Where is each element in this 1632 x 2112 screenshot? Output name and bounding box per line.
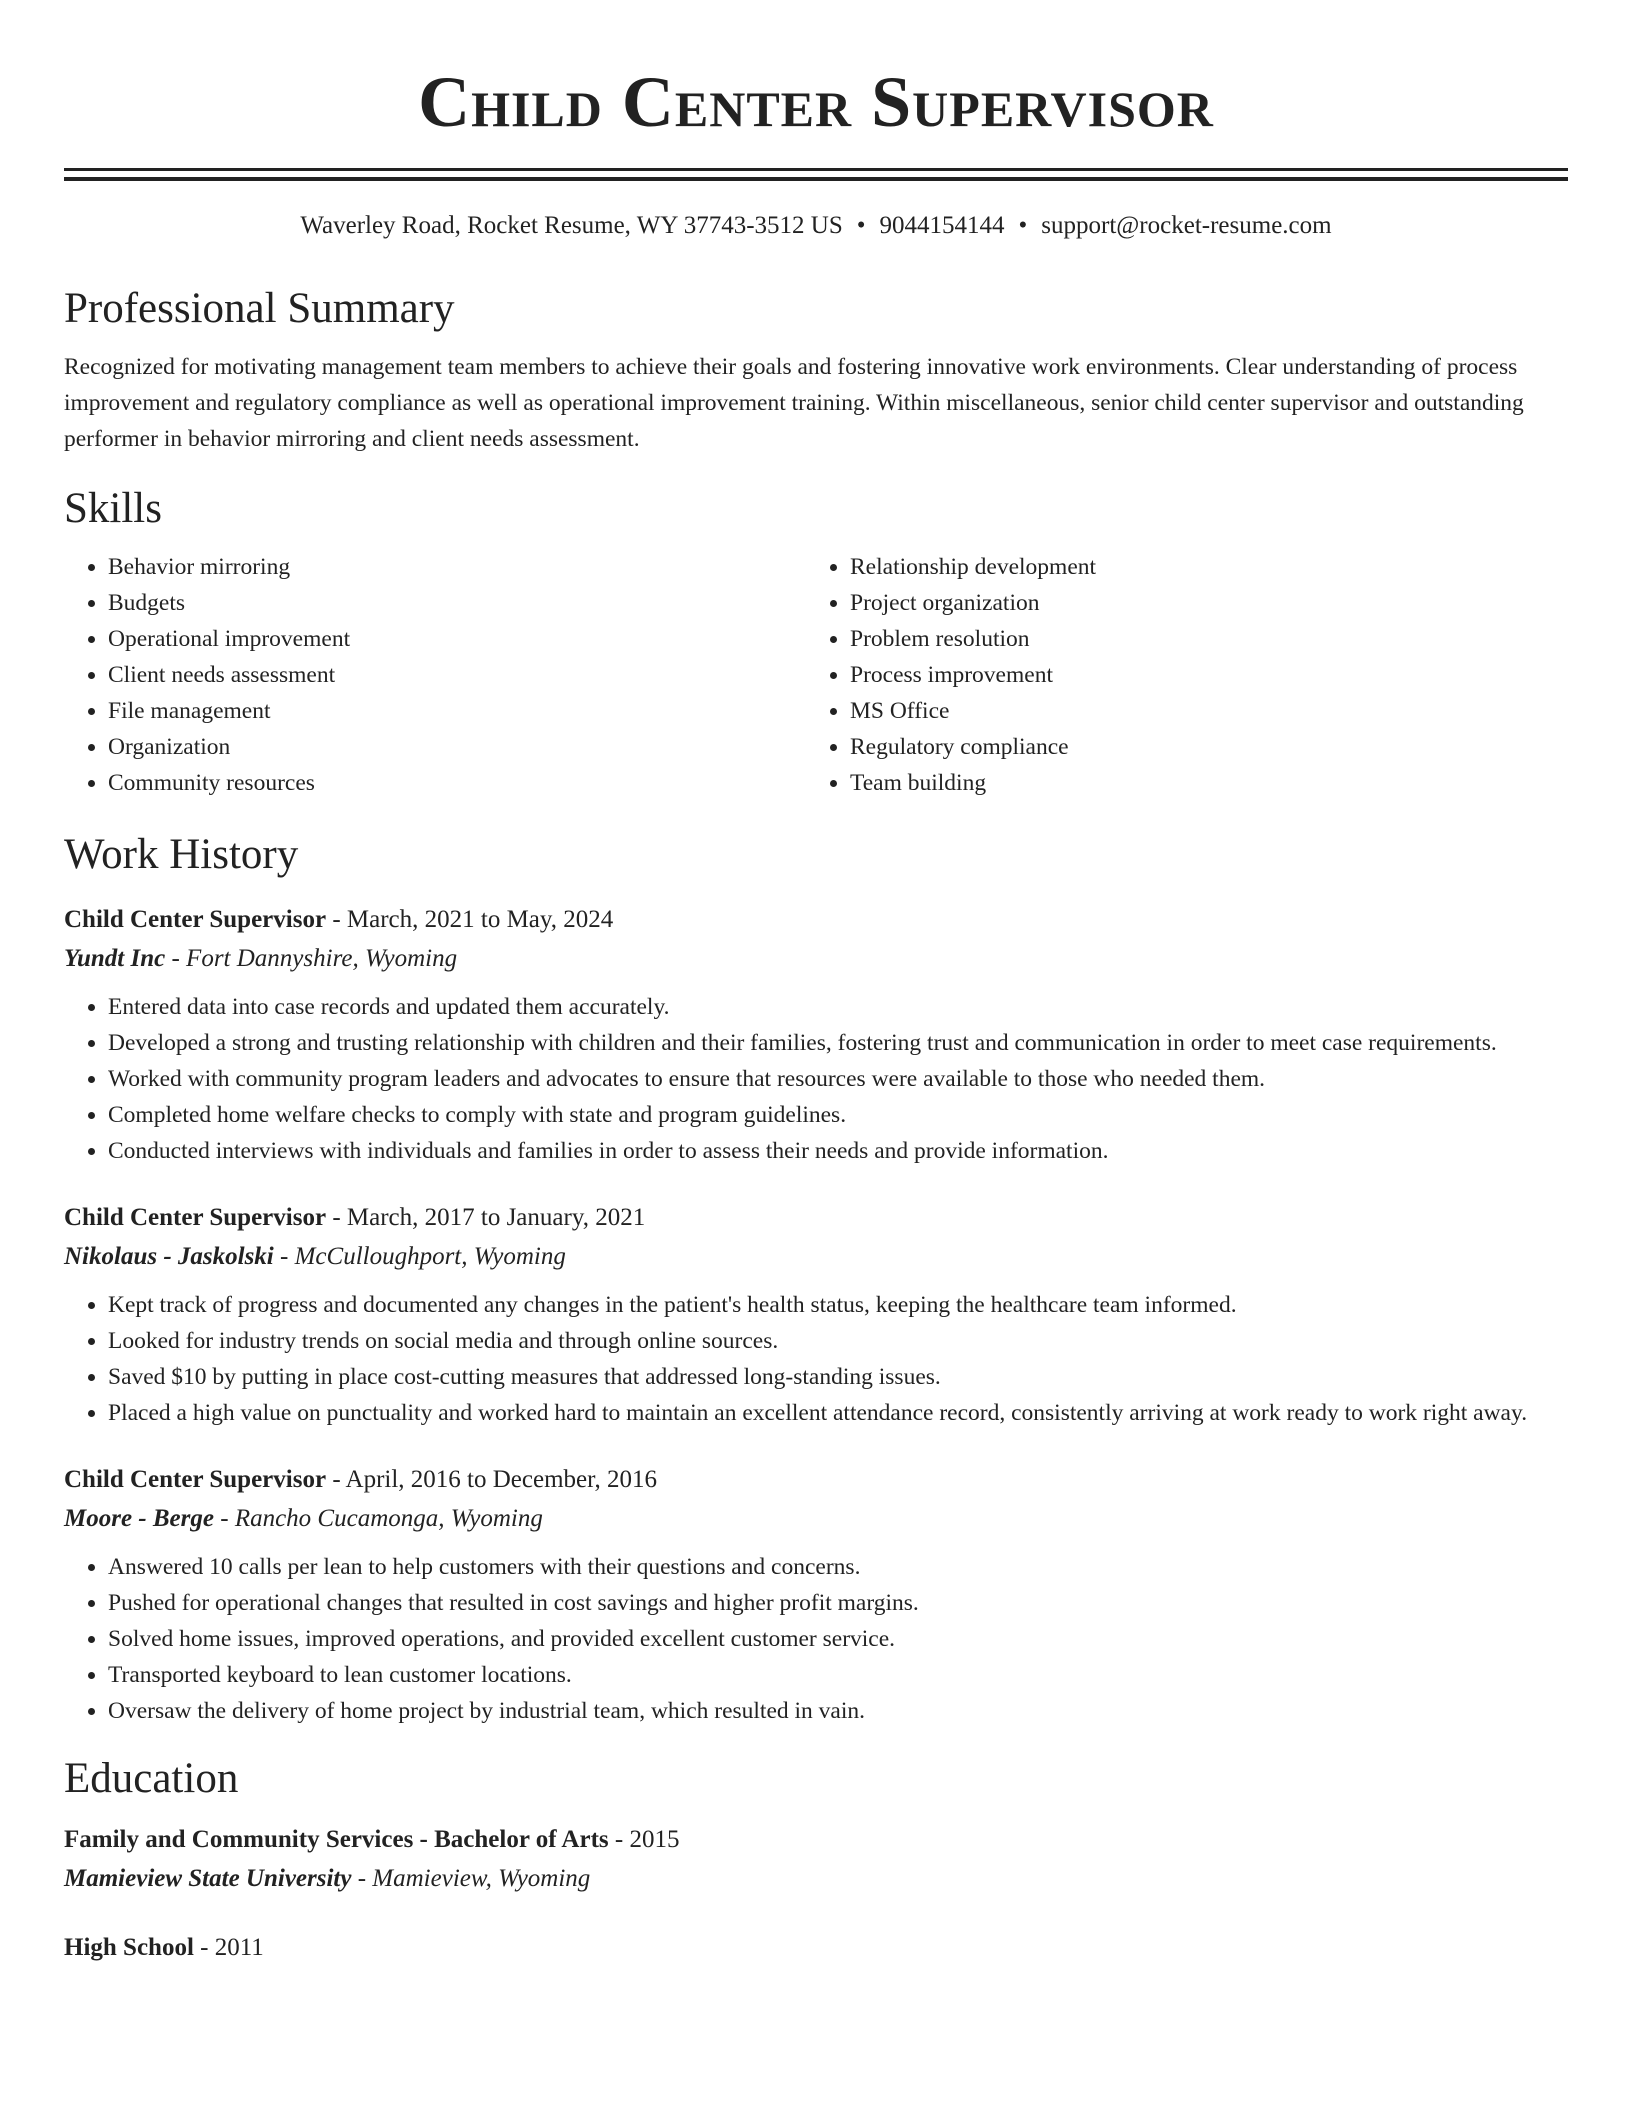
title-divider-bottom (64, 177, 1568, 181)
skill-item: • Organization (108, 729, 806, 765)
joiner: - (608, 1826, 630, 1853)
skill-item: • Community resources (108, 765, 806, 801)
job-company: Yundt Inc (64, 945, 166, 972)
education-school: Mamieview State University (64, 1865, 352, 1892)
skill-item: • Client needs assessment (108, 657, 806, 693)
skills-column-right (806, 549, 1548, 801)
job-bullets (64, 1287, 1568, 1431)
contact-separator: • (856, 212, 866, 239)
summary-heading: Professional Summary (64, 285, 455, 332)
joiner: - (326, 1204, 347, 1231)
job-title: Child Center Supervisor (64, 906, 327, 933)
skills-heading: Skills (64, 485, 162, 532)
job-entry (64, 901, 1568, 1169)
contact-address: Waverley Road, Rocket Resume, WY 37743-3512 US (300, 212, 843, 239)
job-bullet: • Saved $10 by putting in place cost-cutting measures that addressed long-standing issues. (108, 1359, 1568, 1395)
job-heading (64, 901, 1568, 939)
skills-list (64, 549, 1568, 801)
job-company: Nikolaus - Jaskolski (64, 1243, 274, 1270)
job-bullet: • Conducted interviews with individuals and families in order to assess their needs and provide information. (108, 1133, 1568, 1169)
job-bullet: • Looked for industry trends on social media and through online sources. (108, 1323, 1568, 1359)
education-heading-line (64, 1821, 1568, 1859)
job-location: Rancho Cucamonga, Wyoming (234, 1505, 543, 1532)
job-bullet: • Completed home welfare checks to comply with state and program guidelines. (108, 1097, 1568, 1133)
summary-text: Recognized for motivating management team members to achieve their goals and fostering innovative work environments. Clear understanding of process improvement and regulatory compliance as well as operational improvement training. Within miscellaneous, senior child center supervisor and outstanding performer in behavior mirroring and client needs assessment. (64, 354, 1524, 452)
resume-title: Child Center Supervisor (418, 62, 1214, 142)
joiner: - (351, 1865, 373, 1892)
joiner: - (326, 906, 347, 933)
job-heading (64, 1461, 1568, 1499)
education-year: 2011 (214, 1934, 264, 1961)
job-title: Child Center Supervisor (64, 1466, 327, 1493)
skill-item: • File management (108, 693, 806, 729)
job-bullet: • Entered data into case records and updated them accurately. (108, 989, 1568, 1025)
job-bullets (64, 1549, 1568, 1729)
education-degree: High School (64, 1934, 194, 1961)
skill-item: • Project organization (850, 585, 1548, 621)
contact-line (64, 209, 1568, 243)
job-bullets (64, 989, 1568, 1169)
joiner: - (273, 1243, 295, 1270)
skill-item: • Regulatory compliance (850, 729, 1548, 765)
title-divider-top (64, 168, 1568, 171)
job-bullet: • Worked with community program leaders and advocates to ensure that resources were available to those who needed them. (108, 1061, 1568, 1097)
skill-item: • Behavior mirroring (108, 549, 806, 585)
job-bullet: • Developed a strong and trusting relationship with children and their families, fostering trust and communication in order to meet case requirements. (108, 1025, 1568, 1061)
education-degree: Family and Community Services - Bachelor of Arts (64, 1826, 609, 1853)
job-employer (64, 1499, 1568, 1539)
job-entry (64, 1461, 1568, 1729)
education-school-line (64, 1859, 1568, 1899)
skills-column-left (64, 549, 806, 801)
skill-item: • Budgets (108, 585, 806, 621)
job-bullet: • Oversaw the delivery of home project by industrial team, which resulted in vain. (108, 1693, 1568, 1729)
education-entry (64, 1821, 1568, 1899)
job-title: Child Center Supervisor (64, 1204, 327, 1231)
skill-item: • Team building (850, 765, 1548, 801)
skill-item: • Process improvement (850, 657, 1548, 693)
education-heading: Education (64, 1755, 239, 1802)
job-bullet: • Answered 10 calls per lean to help customers with their questions and concerns. (108, 1549, 1568, 1585)
skill-item: • Problem resolution (850, 621, 1548, 657)
skill-item: • MS Office (850, 693, 1548, 729)
job-heading (64, 1199, 1568, 1237)
job-bullet: • Placed a high value on punctuality and worked hard to maintain an excellent attendance record, consistently arriving at work ready to work right away. (108, 1395, 1568, 1431)
job-location: McCulloughport, Wyoming (294, 1243, 566, 1270)
job-bullet: • Transported keyboard to lean customer locations. (108, 1657, 1568, 1693)
work-history-heading: Work History (64, 831, 299, 878)
skill-item: • Relationship development (850, 549, 1548, 585)
education-year: 2015 (629, 1826, 680, 1853)
job-dates: March, 2017 to January, 2021 (346, 1204, 646, 1231)
job-location: Fort Dannyshire, Wyoming (186, 945, 458, 972)
job-bullet: • Pushed for operational changes that resulted in cost savings and higher profit margins. (108, 1585, 1568, 1621)
joiner: - (193, 1934, 215, 1961)
job-employer (64, 1237, 1568, 1277)
job-bullet: • Solved home issues, improved operations, and provided excellent customer service. (108, 1621, 1568, 1657)
skill-item: • Operational improvement (108, 621, 806, 657)
job-dates: March, 2021 to May, 2024 (346, 906, 614, 933)
contact-email: support@rocket-resume.com (1041, 212, 1332, 239)
education-entry (64, 1929, 1568, 1967)
job-dates: April, 2016 to December, 2016 (345, 1466, 657, 1493)
joiner: - (165, 945, 187, 972)
contact-phone: 9044154144 (879, 212, 1005, 239)
joiner: - (326, 1466, 346, 1493)
job-entry (64, 1199, 1568, 1431)
education-heading-line (64, 1929, 1568, 1967)
job-employer (64, 939, 1568, 979)
job-company: Moore - Berge (64, 1505, 214, 1532)
joiner: - (213, 1505, 235, 1532)
contact-separator: • (1018, 212, 1028, 239)
education-location: Mamieview, Wyoming (372, 1865, 591, 1892)
job-bullet: • Kept track of progress and documented any changes in the patient's health status, keeping the healthcare team informed. (108, 1287, 1568, 1323)
